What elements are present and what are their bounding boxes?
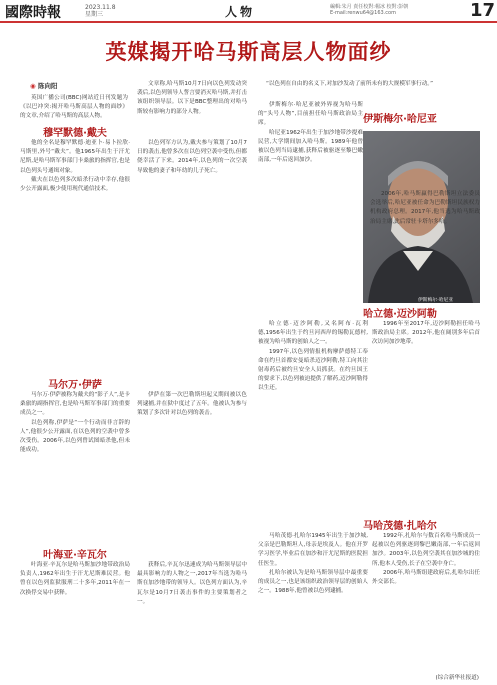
- haniyeh-paragraph-3: 2006年,哈马斯赢得巴勒斯坦立法委员会选举后,哈尼亚被任命为巴勒斯坦民族权力机构政府总理。2017年,他当选为哈马斯政治局主席,此后常驻卡塔尔多哈。: [370, 191, 480, 225]
- byline-author: 陈向阳: [37, 82, 58, 90]
- subhead-issa: 马尔万·伊萨: [48, 380, 102, 391]
- date-text: 2023.11.8: [85, 4, 116, 11]
- weekday-text: 星期三: [85, 11, 104, 18]
- sinwar-text-1: [20, 561, 130, 677]
- newspaper-logo: 國際時報: [5, 5, 61, 21]
- headline: 英媒揭开哈马斯高层人物面纱: [105, 40, 392, 64]
- byline: [30, 81, 57, 90]
- subhead-haniyeh: 伊斯梅尔·哈尼亚: [363, 114, 437, 125]
- issa-text-1: [20, 391, 130, 542]
- issa-text-2: [137, 391, 247, 542]
- subhead-meshaal: 哈立德·迈沙阿勒: [363, 309, 437, 320]
- source-signature: (综合新华社报道): [435, 675, 479, 681]
- page-number: 17: [470, 0, 496, 21]
- deif-text-2: [137, 139, 247, 367]
- issa-paragraph-3: 以色列称,伊萨是“一个行动而非言辞的人”,他很少公开露面,在以色列的空袭中曾多次受伤。2006年,以色列曾试图暗杀他,但未能成功。: [20, 419, 130, 454]
- editors-text: 編輯:朱月 責任校對:楊冰 校對:彭朝: [330, 4, 409, 10]
- haniyeh-paragraph-2: 哈尼亚1962年出生于加沙地带沙提难民营,大学期间加入哈马斯。1989年他曾被以色列当局逮捕,获释后被驱逐至黎巴嫩南部,一年后返回加沙。: [258, 129, 363, 164]
- sinwar-paragraph-2: 获释后,辛瓦尔迅速成为哈马斯领导层中最具影响力的人物之一,2017年当选为哈马斯在加沙地带的领导人。以色列方面认为,辛瓦尔是10月7日袭击事件的主要策划者之一。: [137, 562, 247, 605]
- zahar-text-2: [372, 532, 480, 668]
- photo-caption: 伊斯梅尔·哈尼亚: [418, 298, 454, 303]
- masthead-rule: [0, 21, 497, 23]
- meshaal-paragraph-2: 1997年,以色列情报机构摩萨德特工奉命在约旦首都安曼暗杀迈沙阿勒,特工向其注射毒药后被约旦安全人员抓获。在约旦国王的要求下,以色列被迫提供了解药,迈沙阿勒得以生还。: [258, 348, 368, 392]
- meshaal-paragraph-1: 哈立德·迈沙阿勒,又名阿布·瓦利德,1956年出生于约旦河西岸的锡勒瓦德村,被视为哈马斯的创始人之一。: [258, 321, 368, 346]
- intro-paragraph-2: 文章称,哈马斯10月7日向以色列发动突袭后,以色列领导人誓言要消灭哈马斯,并打击该组织领导层。以下是BBC整理出的对哈马斯较有影响力的部分人物。: [137, 81, 247, 115]
- meshaal-text-1: [258, 320, 368, 506]
- subhead-zahar: 马哈茂德·扎哈尔: [363, 521, 437, 532]
- haniyeh-text-2: [370, 190, 480, 250]
- issa-paragraph-2: 伊萨在第一次巴勒斯坦起义期间被以色列逮捕,并在狱中度过了五年。他被认为参与策划了多次针对以色列的袭击。: [137, 392, 247, 417]
- meshaal-paragraph-3: 1996年至2017年,迈沙阿勒担任哈马斯政治局主席。2012年,他在阔别多年后首次访问加沙地带。: [372, 321, 480, 346]
- editor-info: [330, 4, 470, 16]
- haniyeh-text-1: [258, 101, 363, 301]
- intro-col-3: [255, 80, 480, 100]
- zahar-paragraph-1: 马哈茂德·扎哈尔1945年出生于加沙城,父亲是巴勒斯坦人,母亲是埃及人。他在开罗学习医学,毕业后在加沙和汗尤尼斯的医院担任医生。: [258, 533, 368, 567]
- intro-continued: “以色列在自由的名义下,对加沙发动了前所未有的大规模军事行动。”: [266, 81, 433, 87]
- email-text: E-mail:renwu64@163.com: [330, 10, 396, 16]
- deif-paragraph-1: 他的全名是穆罕默德·迪亚卜·易卜拉欣·马斯里,外号“戴夫”。他1965年出生于汗尤尼斯,是哈马斯军事部门卡桑旅的指挥官,也是以色列头号通缉对象。: [20, 140, 130, 174]
- section-title: 人物: [225, 5, 256, 19]
- deif-text-1: [20, 139, 130, 367]
- haniyeh-paragraph-1: 伊斯梅尔·哈尼亚被外界视为哈马斯的“头号人物”,目前担任哈马斯政治局主席。: [258, 102, 363, 127]
- byline-bullet: ◉: [30, 82, 38, 90]
- issue-date: [85, 4, 116, 18]
- deif-paragraph-3: 以色列军方认为,戴夫参与策划了10月7日的袭击,他曾多次在以色列空袭中受伤,但都侥幸活了下来。2014年,以色列的一次空袭导致他的妻子和年幼的儿子死亡。: [137, 140, 247, 174]
- zahar-paragraph-3: 1992年,扎哈尔与数百名哈马斯成员一起被以色列驱逐到黎巴嫩南部,一年后返回加沙。2003年,以色列空袭其在加沙城的住所,他本人受伤,长子在空袭中身亡。: [372, 533, 480, 567]
- sinwar-text-2: [137, 561, 247, 677]
- issa-paragraph-1: 马尔万·伊萨被称为戴夫的“影子人”,是卡桑旅的副指挥官,也是哈马斯军事部门的重要成员之一。: [20, 392, 130, 417]
- sinwar-paragraph-1: 叶海亚·辛瓦尔是哈马斯加沙地带政治局负责人,1962年出生于汗尤尼斯难民营。他曾在以色列监狱服刑二十多年,2011年在一次换俘交易中获释。: [20, 562, 130, 596]
- zahar-paragraph-4: 2006年,哈马斯组建政府后,扎哈尔出任外交部长。: [372, 569, 480, 586]
- meshaal-text-2: [372, 320, 480, 506]
- deif-paragraph-2: 戴夫在以色列多次暗杀行动中幸存,他很少公开露面,极少使用现代通信技术。: [20, 176, 130, 193]
- zahar-paragraph-2: 扎哈尔被认为是哈马斯领导层中最重要的成员之一,也是该组织政治领导层的创始人之一。1988年,他曾被以色列逮捕。: [258, 569, 368, 595]
- intro-col-2: [137, 80, 247, 118]
- subhead-deif: 穆罕默德·戴夫: [43, 128, 107, 139]
- subhead-sinwar: 叶海亚·辛瓦尔: [43, 550, 107, 561]
- intro-paragraph-1: 英国广播公司(BBC)网站近日刊发题为《以巴冲突:揭开哈马斯高层人物的面纱》的文章,介绍了哈马斯的高层人物。: [20, 95, 128, 120]
- zahar-text-1: [258, 532, 368, 677]
- masthead: [0, 0, 497, 22]
